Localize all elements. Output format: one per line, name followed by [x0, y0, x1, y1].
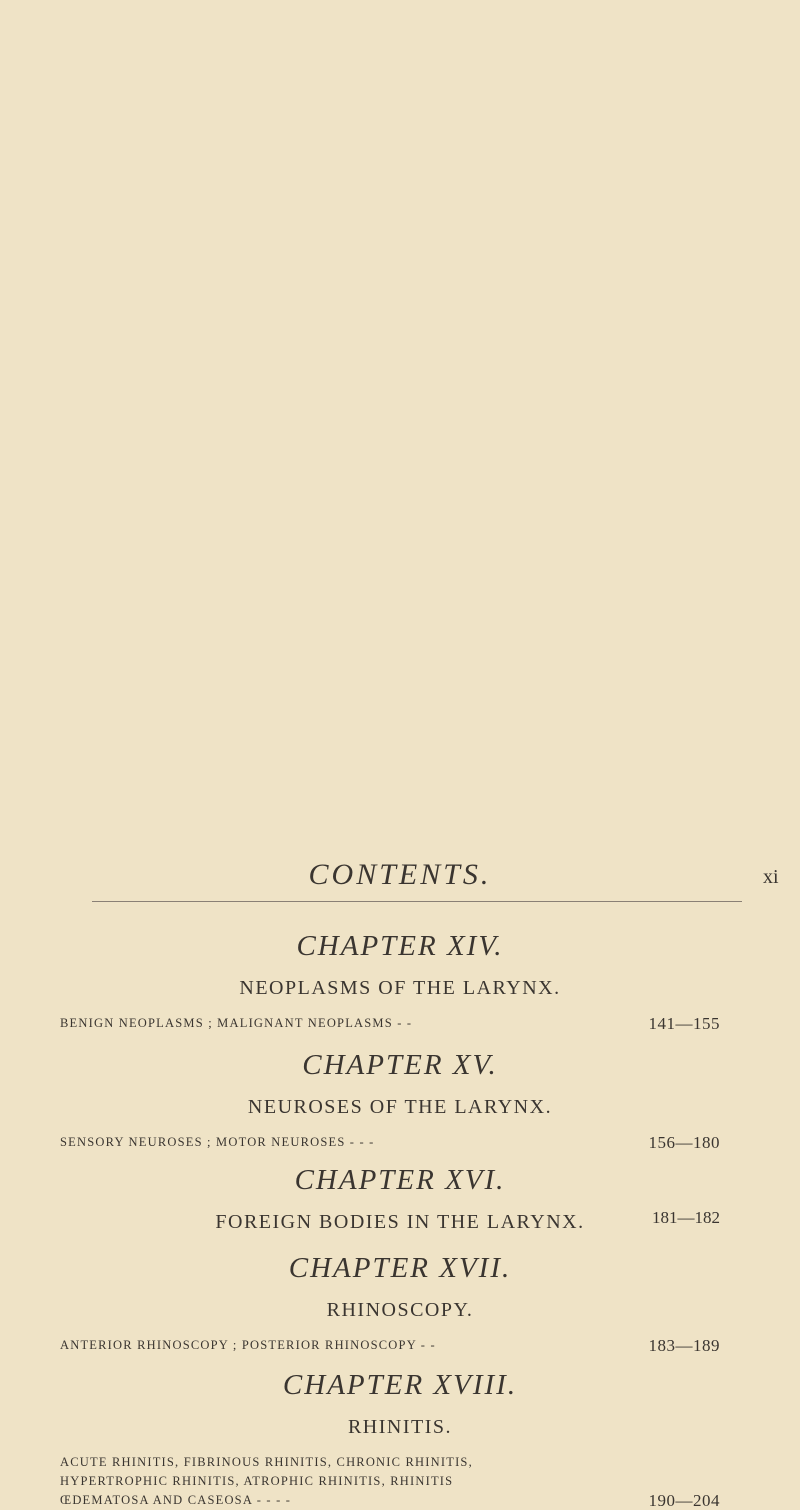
chapter-entry-18 [0, 1367, 800, 1510]
chapter-entry-16 [0, 1162, 800, 1236]
chapter-entry-17 [0, 1250, 800, 1355]
chapter-subjects [60, 1453, 720, 1510]
chapter-subjects [60, 1336, 720, 1355]
page-range: 181—182 [652, 1208, 720, 1227]
subject-line: ŒDEMATOSA AND CASEOSA - - - - [60, 1493, 292, 1507]
running-head: CONTENTS. [308, 858, 492, 891]
chapter-title: NEUROSES OF THE LARYNX. [247, 1096, 553, 1118]
subject-line: ACUTE RHINITIS, FIBRINOUS RHINITIS, CHRONIC RHINITIS, [60, 1455, 473, 1469]
subject-line: BENIGN NEOPLASMS ; MALIGNANT NEOPLASMS - - [60, 1016, 413, 1030]
chapter-title: RHINOSCOPY. [326, 1299, 474, 1321]
subject-line: ANTERIOR RHINOSCOPY ; POSTERIOR RHINOSCOPY - - [60, 1338, 436, 1352]
chapter-number: CHAPTER XV. [302, 1049, 498, 1081]
subject-line: HYPERTROPHIC RHINITIS, ATROPHIC RHINITIS, RHINITIS [60, 1474, 454, 1488]
chapter-title: NEOPLASMS OF THE LARYNX. [239, 977, 561, 999]
chapter-title: RHINITIS. [347, 1416, 453, 1438]
page-number: xi [763, 866, 779, 888]
chapter-entry-15 [0, 1047, 800, 1152]
chapter-number: CHAPTER XVI. [294, 1164, 506, 1196]
chapter-title: FOREIGN BODIES IN THE LARYNX. [215, 1211, 585, 1233]
subject-line: SENSORY NEUROSES ; MOTOR NEUROSES - - - [60, 1135, 375, 1149]
header-rule [92, 901, 742, 902]
chapter-number: CHAPTER XVIII. [282, 1369, 518, 1401]
page-range: 141—155 [648, 1014, 720, 1033]
chapter-entry-14 [0, 928, 800, 1033]
page-range: 156—180 [648, 1133, 720, 1152]
page-range: 190—204 [648, 1491, 720, 1510]
chapter-number: CHAPTER XVII. [288, 1252, 512, 1284]
chapter-subjects [60, 1133, 720, 1152]
page-range: 183—189 [648, 1336, 720, 1355]
chapter-subjects [60, 1014, 720, 1033]
chapter-number: CHAPTER XIV. [296, 930, 504, 962]
